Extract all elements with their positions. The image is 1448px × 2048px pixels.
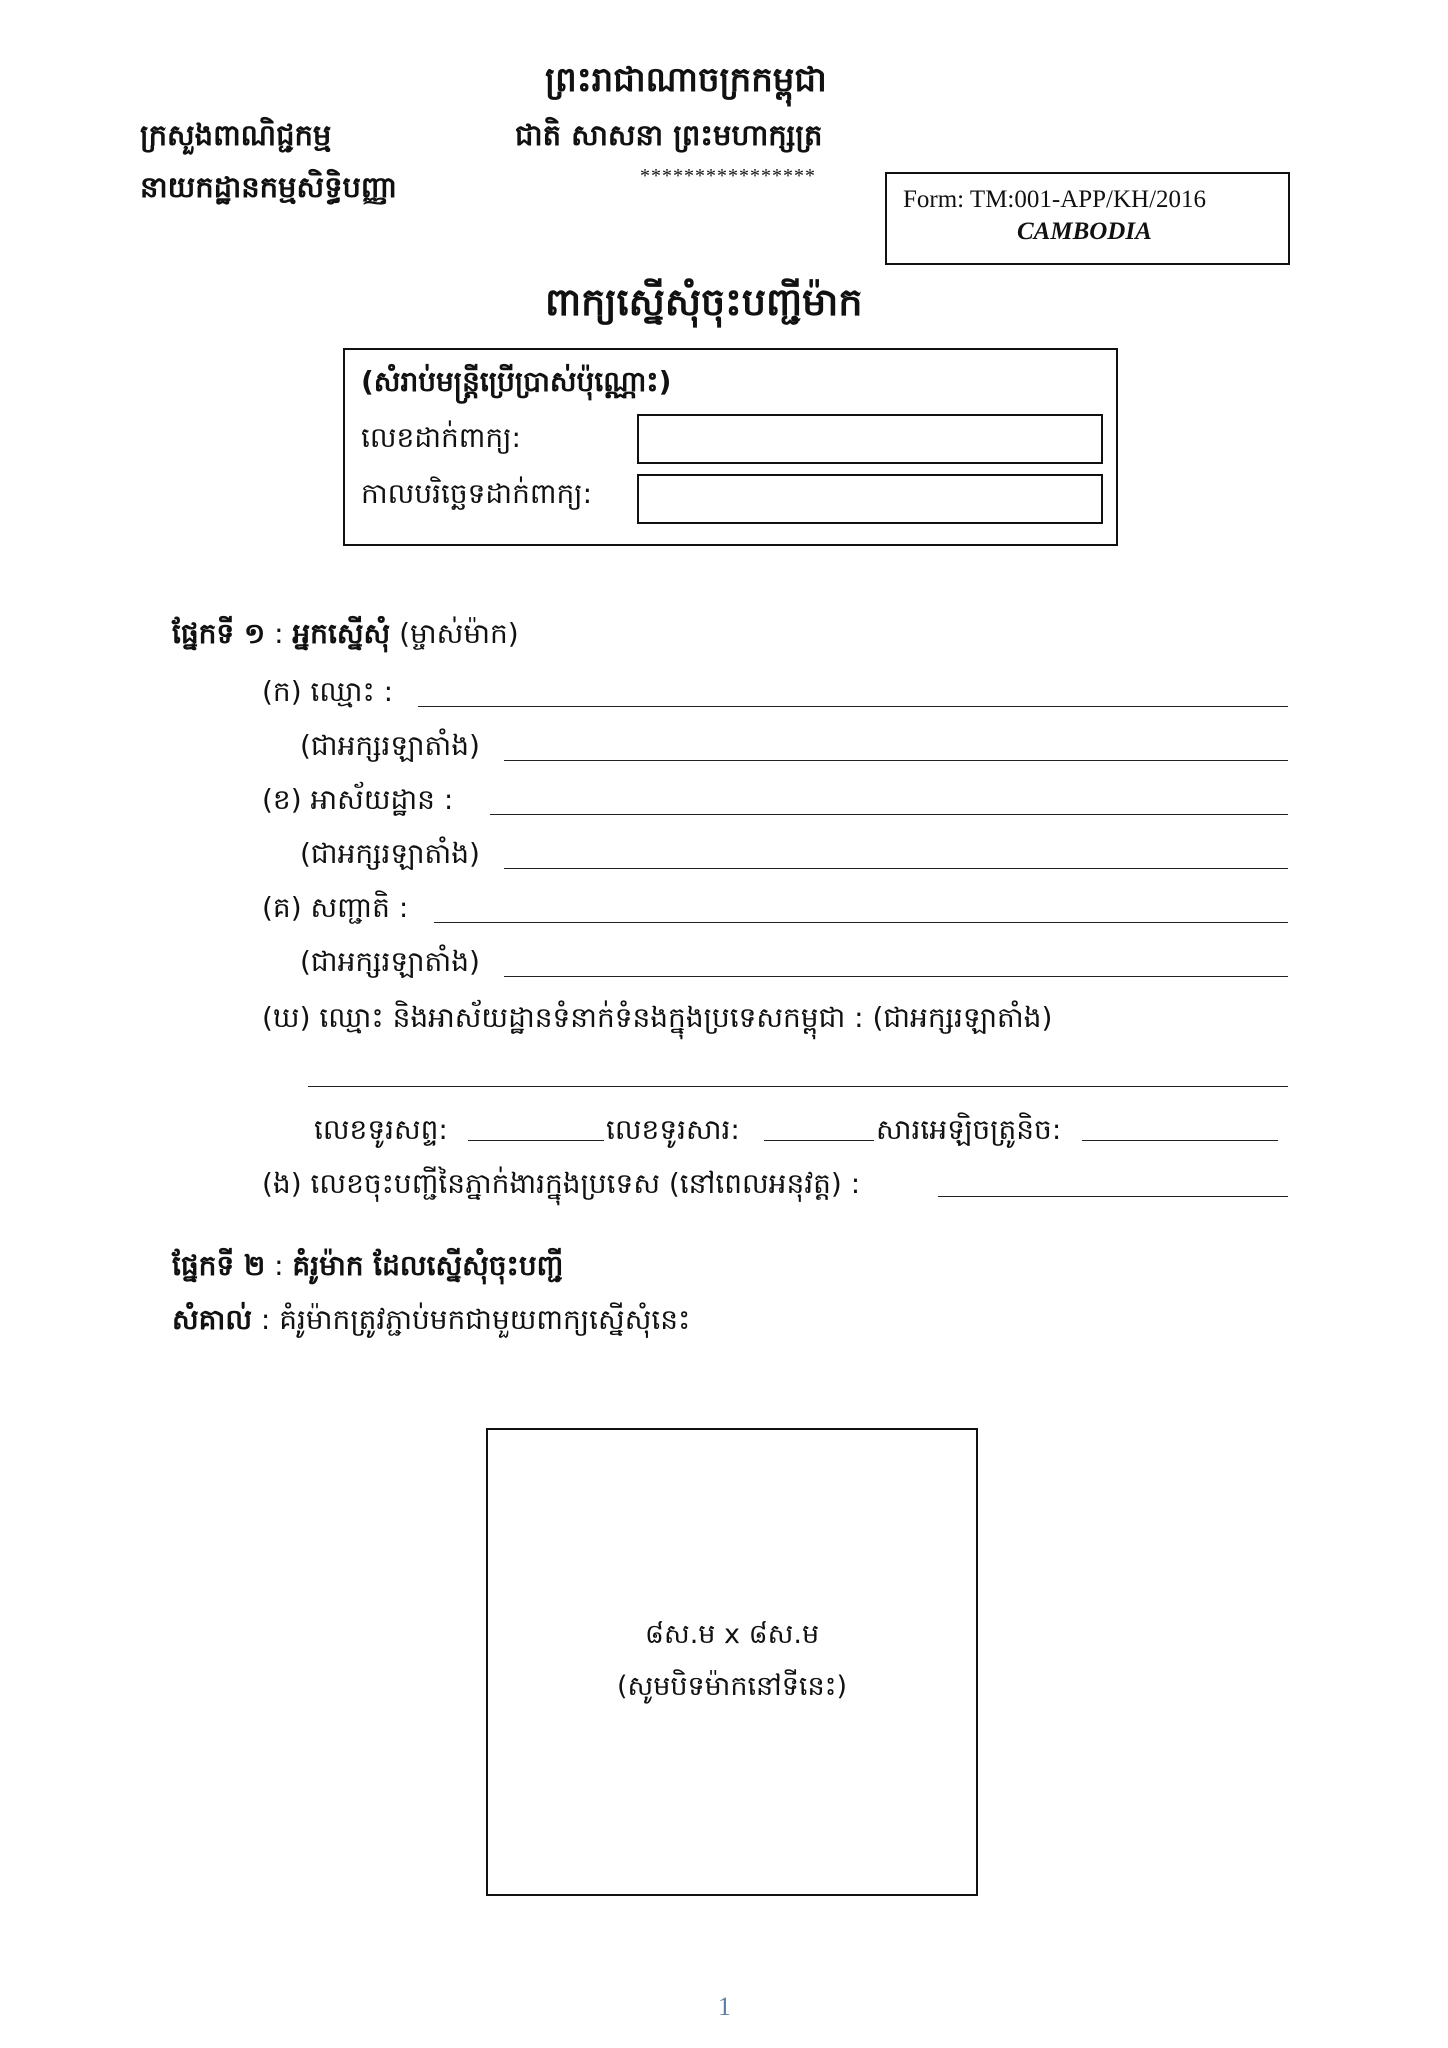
application-number-label: លេខដាក់ពាក្យ: bbox=[361, 421, 521, 454]
registration-label: (ង) លេខចុះបញ្ជីនៃភ្នាក់ងារក្នុងប្រទេស (នៅពេលអនុវត្ត) : bbox=[262, 1167, 861, 1200]
part2-label: ផ្នែកទី ២ bbox=[172, 1249, 266, 1282]
note-label: សំគាល់ bbox=[172, 1303, 252, 1336]
application-number-field[interactable] bbox=[637, 414, 1103, 464]
national-motto: ជាតិ សាសនា ព្រះមហាក្សត្រ bbox=[515, 118, 823, 152]
phone-label: លេខទូរសព្ទ: bbox=[314, 1113, 448, 1146]
fax-line[interactable] bbox=[764, 1140, 874, 1141]
address-latin-line[interactable] bbox=[504, 868, 1288, 869]
form-code-box bbox=[885, 172, 1290, 265]
kingdom-heading: ព្រះរាជាណាចក្រកម្ពុជា bbox=[545, 60, 827, 100]
address-line[interactable] bbox=[490, 814, 1288, 815]
contact-line[interactable] bbox=[308, 1086, 1288, 1087]
part1-heading bbox=[172, 616, 519, 657]
name-label: (ក) ឈ្មោះ : bbox=[262, 675, 394, 708]
email-line[interactable] bbox=[1082, 1140, 1278, 1141]
part2-note bbox=[172, 1302, 690, 1343]
part1-label: ផ្នែកទី ១ bbox=[172, 617, 266, 650]
page-title: ពាក្យស្នើសុំចុះបញ្ជីម៉ាក bbox=[545, 280, 863, 324]
registration-line[interactable] bbox=[938, 1196, 1288, 1197]
official-use-heading: (សំរាប់មន្ត្រីប្រើប្រាស់ប៉ុណ្ណោះ) bbox=[361, 365, 672, 398]
name-latin-line[interactable] bbox=[504, 760, 1288, 761]
nationality-latin-label: (ជាអក្សរឡាតាំង) bbox=[300, 945, 480, 978]
email-label: សារអេឡិចត្រូនិច: bbox=[876, 1113, 1062, 1146]
nationality-label: (គ) សញ្ជាតិ : bbox=[262, 891, 409, 924]
filing-date-label: កាលបរិច្ឆេទដាក់ពាក្យ: bbox=[361, 477, 593, 510]
name-latin-label: (ជាអក្សរឡាតាំង) bbox=[300, 729, 480, 762]
country-label: CAMBODIA bbox=[1017, 218, 1152, 245]
contact-label: (ឃ) ឈ្មោះ និងអាស័យដ្ឋានទំនាក់ទំនងក្នុងប្រទេសកម្ពុជា : (ជាអក្សរឡាតាំង) bbox=[262, 1001, 1053, 1034]
department-name: នាយកដ្ឋានកម្មសិទ្ធិបញ្ញា bbox=[140, 170, 398, 204]
fax-label: លេខទូរសារ: bbox=[606, 1113, 740, 1146]
ministry-name: ក្រសួងពាណិជ្ជកម្ម bbox=[140, 118, 332, 152]
part2-title: គំរូម៉ាក ដែលស្នើសុំចុះបញ្ជី bbox=[292, 1249, 564, 1282]
decorative-stars: **************** bbox=[640, 165, 816, 187]
filing-date-field[interactable] bbox=[637, 474, 1103, 524]
phone-line[interactable] bbox=[468, 1140, 604, 1141]
page-number: 1 bbox=[718, 1992, 731, 2021]
nationality-line[interactable] bbox=[434, 922, 1288, 923]
official-use-box bbox=[343, 348, 1118, 546]
part1-subtitle: (ម្ចាស់ម៉ាក) bbox=[399, 617, 519, 650]
note-text: : គំរូម៉ាកត្រូវភ្ជាប់មកជាមួយពាក្យស្នើសុំនេះ bbox=[260, 1303, 691, 1336]
nationality-latin-line[interactable] bbox=[504, 976, 1288, 977]
address-latin-label: (ជាអក្សរឡាតាំង) bbox=[300, 837, 480, 870]
form-code: Form: TM:001-APP/KH/2016 bbox=[903, 186, 1207, 213]
address-label: (ខ) អាស័យដ្ឋាន : bbox=[262, 783, 454, 816]
name-line[interactable] bbox=[418, 706, 1288, 707]
part1-title: អ្នកស្នើសុំ bbox=[292, 617, 391, 650]
part2-heading bbox=[172, 1248, 563, 1289]
specimen-size: ៨ស.ម x ៨ស.ម bbox=[644, 1619, 820, 1650]
mark-specimen-box[interactable] bbox=[486, 1428, 978, 1896]
part2-colon: : bbox=[274, 1249, 284, 1282]
part1-colon: : bbox=[274, 617, 284, 650]
specimen-hint: (សូមបិទម៉ាកនៅទីនេះ) bbox=[616, 1671, 848, 1702]
